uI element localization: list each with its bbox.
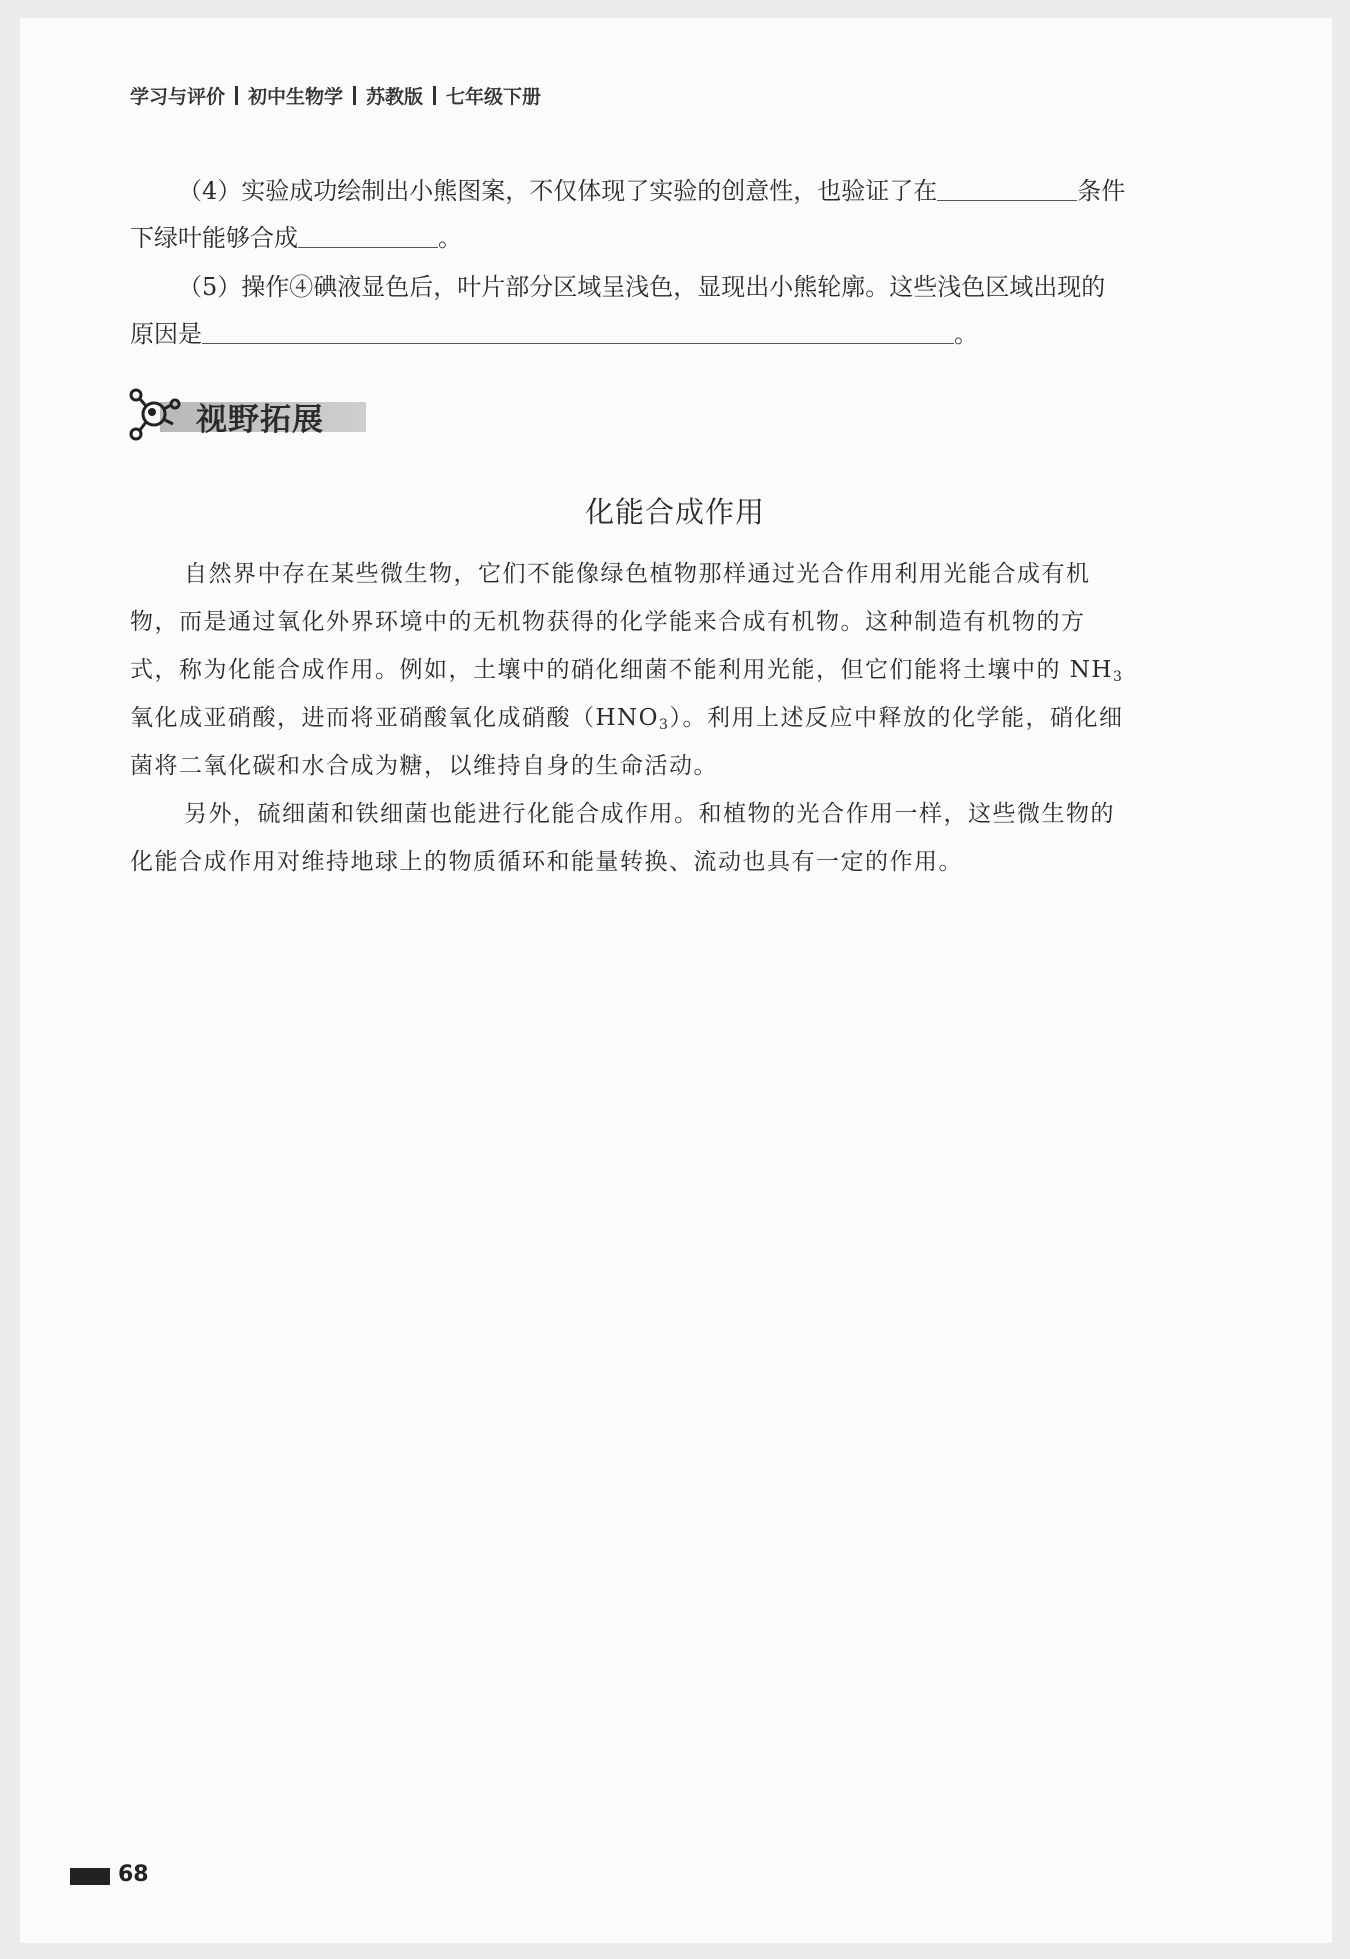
paragraph-line: 物，而是通过氧化外界环境中的无机物获得的化学能来合成有机物。这种制造有机物的方 — [130, 609, 1086, 635]
question-4-line-1 — [130, 168, 1225, 215]
question-4-line-2 — [130, 215, 1225, 262]
paragraph-text: 式，称为化能合成作用。例如，土壤中的硝化细菌不能利用光能，但它们能将土壤中的 NH — [130, 657, 1113, 683]
subscript: 3 — [1113, 669, 1124, 685]
answer-blank-reason[interactable] — [202, 313, 954, 344]
paragraph-line — [130, 694, 1225, 749]
header-separator — [353, 86, 356, 105]
subscript: 3 — [659, 717, 670, 733]
answer-blank-condition[interactable] — [937, 170, 1077, 201]
question-4-text: （4）实验成功绘制出小熊图案，不仅体现了实验的创意性，也验证了在 — [178, 177, 938, 205]
banner-title: 视野拓展 — [196, 402, 324, 438]
header-separator — [235, 86, 238, 105]
paragraph-line — [130, 646, 1225, 701]
question-5-period: 。 — [954, 320, 978, 348]
page-number: 68 — [118, 1862, 149, 1887]
paragraph-text: 氧化成亚硝酸，进而将亚硝酸氧化成硝酸（HNO — [130, 705, 660, 731]
answer-blank-product[interactable] — [298, 217, 438, 248]
header-subject: 初中生物学 — [248, 86, 344, 108]
question-4-text-end: 条件 — [1077, 177, 1126, 205]
question-5-line-1 — [130, 264, 1225, 311]
header-grade: 七年级下册 — [446, 86, 542, 108]
paragraph-line: 菌将二氧化碳和水合成为糖，以维持自身的生命活动。 — [130, 753, 718, 779]
header-book-title: 学习与评价 — [130, 86, 226, 108]
header-edition: 苏教版 — [366, 86, 424, 108]
question-5-text-2: 原因是 — [130, 320, 202, 348]
header-separator — [433, 86, 436, 105]
page-number-bar — [70, 1868, 110, 1885]
question-4-text-2: 下绿叶能够合成 — [130, 224, 298, 252]
paragraph-line: 自然界中存在某些微生物，它们不能像绿色植物那样通过光合作用利用光能合成有机 — [184, 561, 1091, 587]
question-5-line-2 — [130, 311, 1225, 358]
paragraph-line: 化能合成作用对维持地球上的物质循环和能量转换、流动也具有一定的作用。 — [130, 849, 963, 875]
article-title: 化能合成作用 — [584, 495, 765, 529]
section-banner — [128, 384, 368, 444]
molecule-icon — [128, 384, 190, 444]
question-4-period: 。 — [438, 224, 462, 252]
paragraph-text: ）。利用上述反应中释放的化学能，硝化细 — [669, 705, 1124, 731]
paragraph-line: 另外，硫细菌和铁细菌也能进行化能合成作用。和植物的光合作用一样，这些微生物的 — [184, 801, 1115, 827]
question-5-text: （5）操作④碘液显色后，叶片部分区域呈浅色，显现出小熊轮廓。这些浅色区域出现的 — [178, 273, 1106, 301]
running-header — [130, 82, 541, 109]
